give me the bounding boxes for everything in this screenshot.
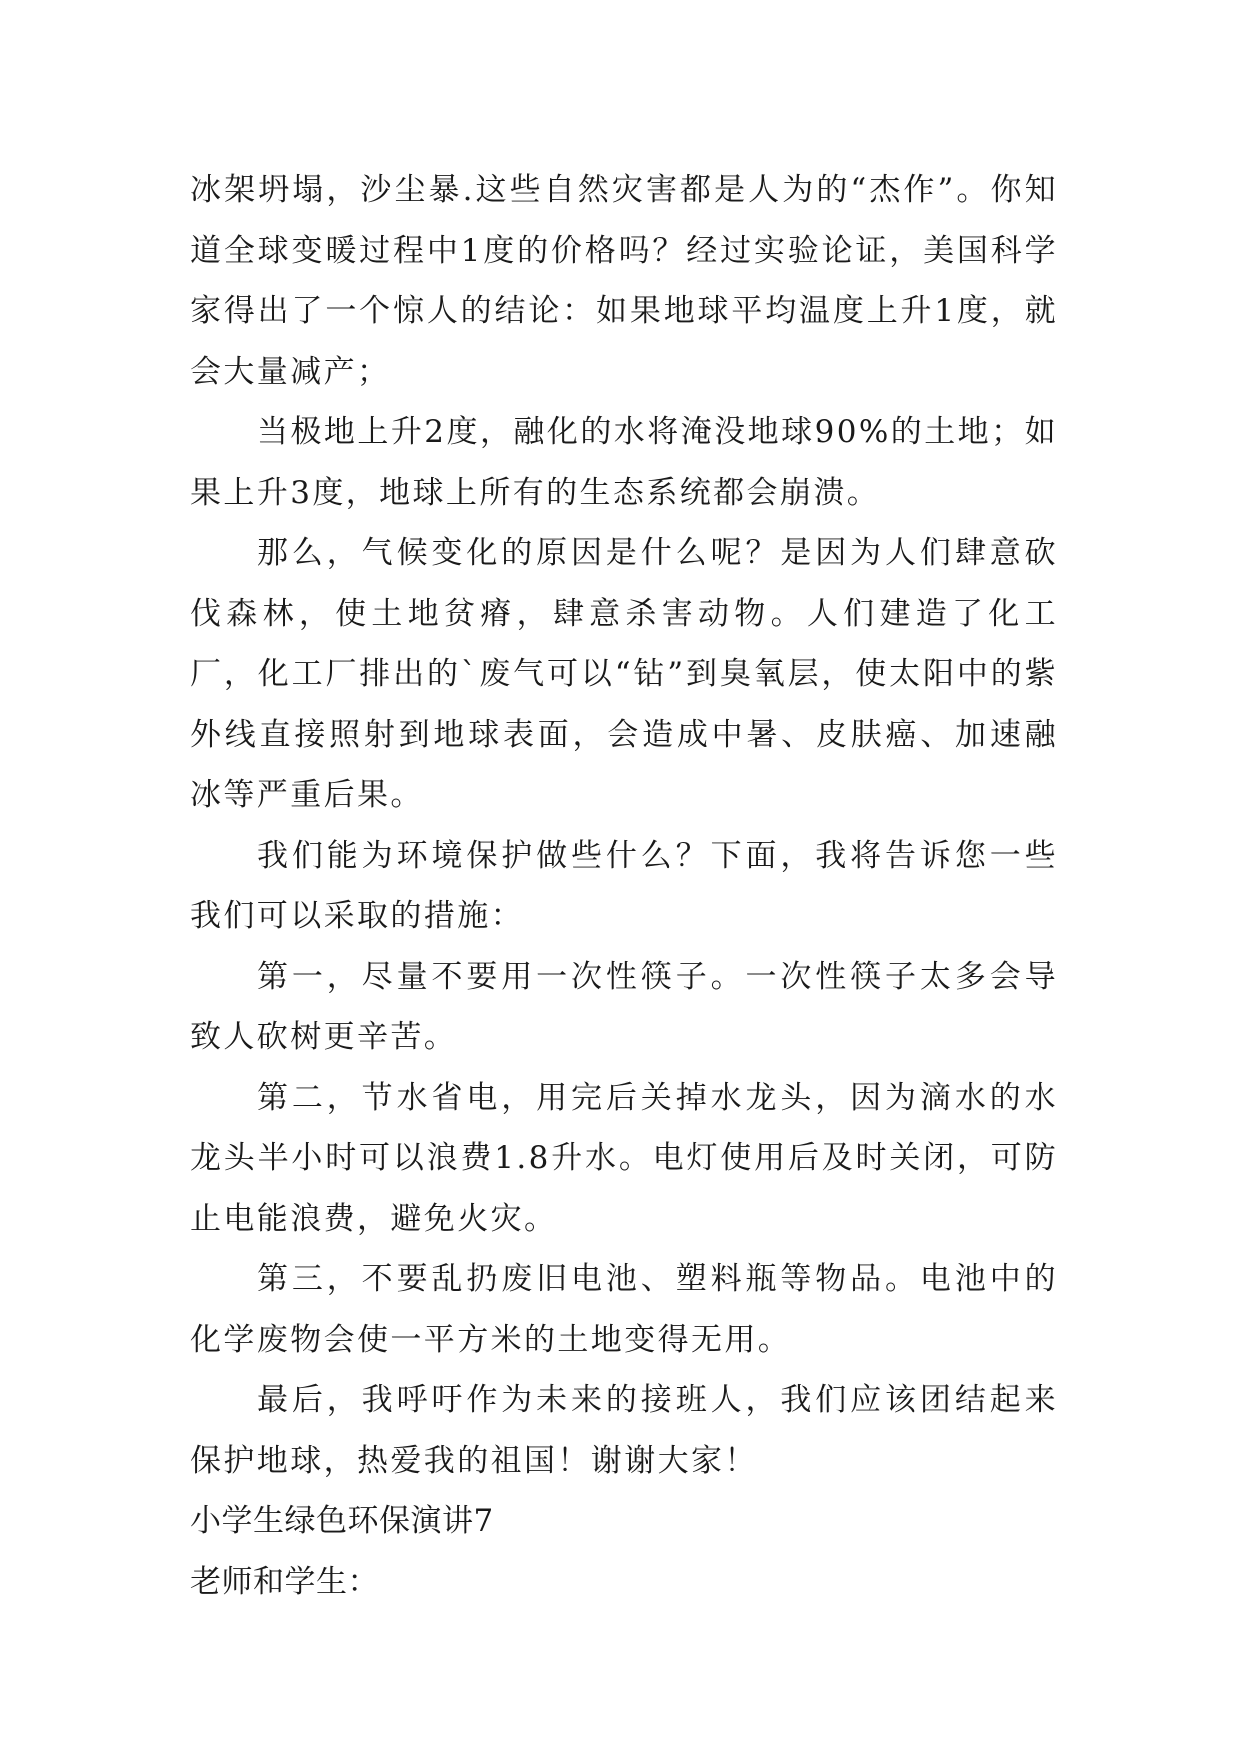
paragraph-2: 当极地上升2度，融化的水将淹没地球90%的土地；如果上升3度，地球上所有的生态系统都会崩溃。 [190, 414, 1058, 511]
paragraph-5: 第一，尽量不要用一次性筷子。一次性筷子太多会导致人砍树更辛苦。 [190, 958, 1058, 1055]
paragraph-8: 最后，我呼吁作为未来的接班人，我们应该团结起来保护地球，热爱我的祖国！谢谢大家！ [190, 1382, 1058, 1479]
section-title: 小学生绿色环保演讲7 [190, 1503, 494, 1539]
paragraph-6: 第二，节水省电，用完后关掉水龙头，因为滴水的水龙头半小时可以浪费1.8升水。电灯使用后及时关闭，可防止电能浪费，避免火灾。 [190, 1079, 1058, 1237]
paragraph-3: 那么，气候变化的原因是什么呢？是因为人们肆意砍伐森林，使土地贫瘠，肆意杀害动物。人们建造了化工厂，化工厂排出的`废气可以“钻”到臭氧层，使太阳中的紫外线直接照射到地球表面，会造成中暑、皮肤癌、加速融冰等严重后果。 [190, 535, 1058, 813]
paragraph-1: 冰架坍塌，沙尘暴.这些自然灾害都是人为的“杰作”。你知道全球变暖过程中1度的价格吗？经过实验论证，美国科学家得出了一个惊人的结论：如果地球平均温度上升1度，就会大量减产； [190, 172, 1058, 390]
paragraph-7: 第三，不要乱扔废旧电池、塑料瓶等物品。电池中的化学废物会使一平方米的土地变得无用。 [190, 1261, 1058, 1358]
salutation: 老师和学生： [190, 1563, 379, 1600]
document-body [190, 160, 1058, 1612]
paragraph-4: 我们能为环境保护做些什么？下面，我将告诉您一些我们可以采取的措施： [190, 837, 1058, 934]
